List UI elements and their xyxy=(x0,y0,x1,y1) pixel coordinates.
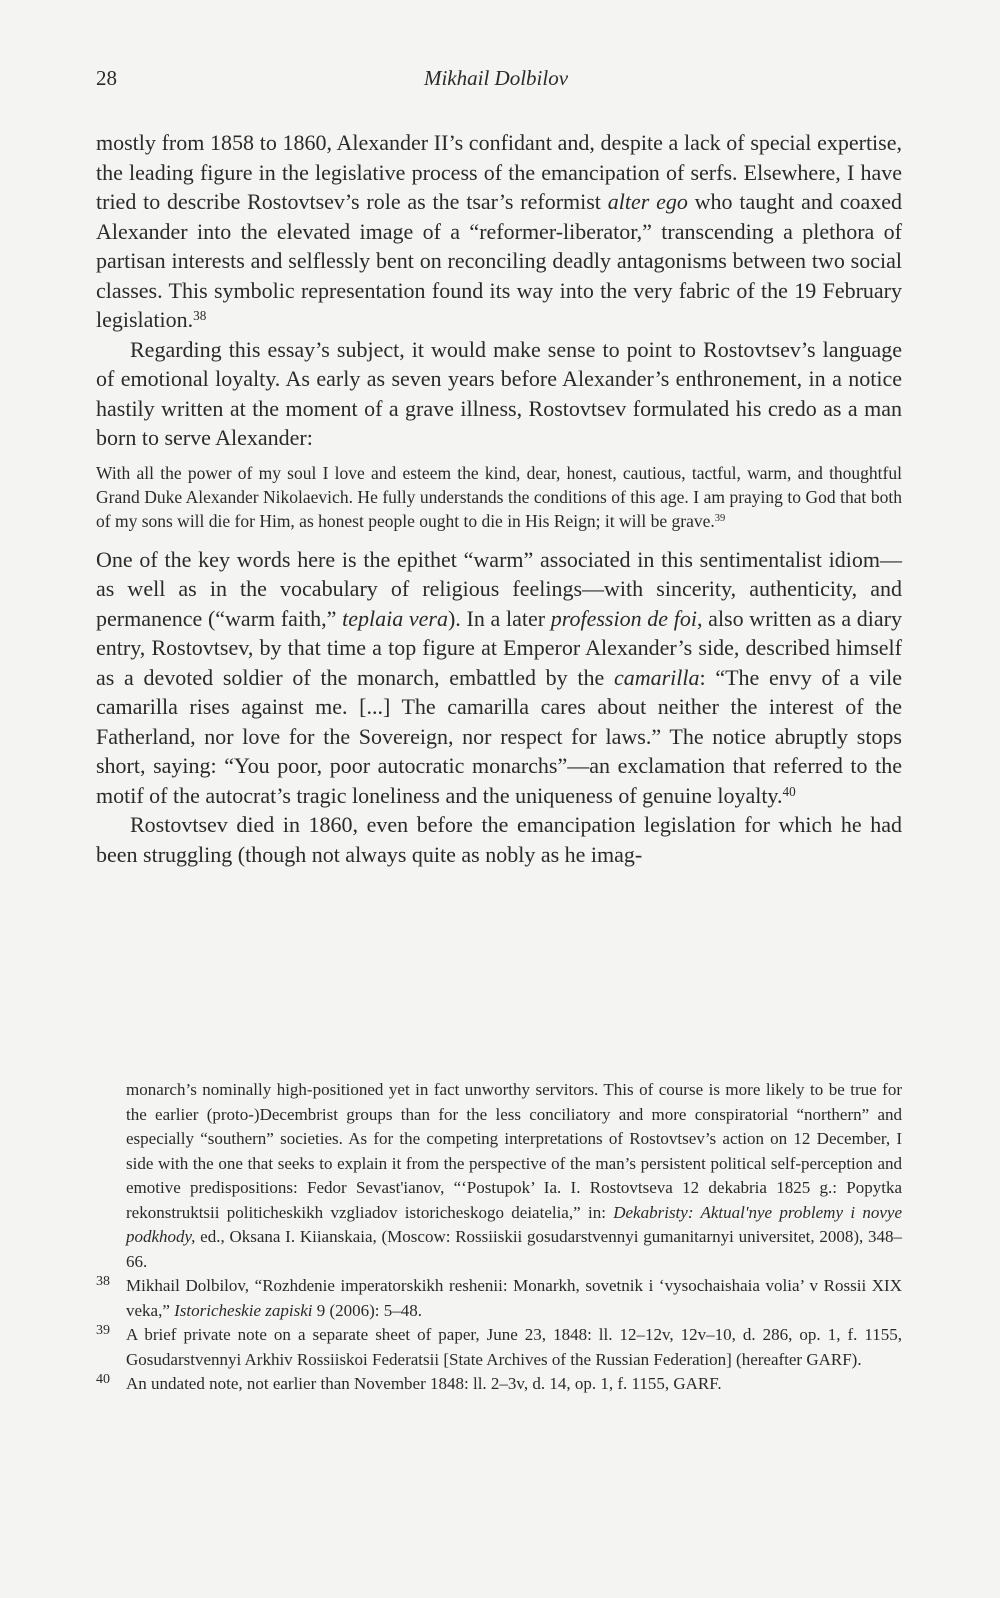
footnote-39 xyxy=(96,1323,902,1372)
footnote-continuation xyxy=(96,1078,902,1274)
italic-term: camarilla xyxy=(613,664,700,690)
italic-title: Dekabristy: Aktual'nye problemy i novye podkhody, xyxy=(126,1202,902,1246)
running-title: Mikhail Dolbilov xyxy=(423,66,569,90)
italic-term: profession de foi xyxy=(550,605,697,631)
footnote-38 xyxy=(96,1274,902,1323)
footnote-text: An undated note, not earlier than November 1848: ll. 2–3v, d. 14, op. 1, f. 1155, GARF. xyxy=(126,1374,722,1393)
footnote-ref-40[interactable]: 40 xyxy=(782,783,796,799)
italic-title: Istoricheskie zapiski xyxy=(174,1300,313,1320)
footnotes xyxy=(96,1078,902,1397)
footnote-ref-38[interactable]: 38 xyxy=(193,307,207,323)
page-number: 28 xyxy=(96,66,117,90)
footnote-text: A brief private note on a separate sheet of paper, June 23, 1848: ll. 12–12v, 12v–10, d. 286, op. 1, f. 1155, Gosudarstvennyi Arkhiv Rossiiskoi Federatsii [State Archives of the Russian Federation] (hereafter GARF). xyxy=(126,1325,902,1369)
paragraph-1 xyxy=(96,128,902,335)
paragraph-2: Regarding this essay’s subject, it would make sense to point to Rostovtsev’s language of emotional loyalty. As early as seven years before Alexander’s enthronement, in a notice hastily written at the moment of a grave illness, Rostovtsev formulated his credo as a man born to serve Alexander: xyxy=(96,336,902,450)
footnote-number: 40 xyxy=(96,1372,110,1387)
italic-term: teplaia vera xyxy=(342,605,448,631)
footnote-number: 38 xyxy=(96,1274,110,1289)
footnote-number: 39 xyxy=(96,1323,110,1338)
italic-term: alter ego xyxy=(607,189,688,214)
paragraph-4: Rostovtsev died in 1860, even before the emancipation legislation for which he had been struggling (though not always quite as nobly as he imag- xyxy=(96,812,902,867)
footnote-text-cont: 9 (2006): 5–48. xyxy=(312,1300,423,1320)
footnote-text: Mikhail Dolbilov, “Rozhdenie imperatorskikh reshenii: Monarkh, sovetnik i ‘vysochaishaia volia’ v Rossii XIX veka,” xyxy=(126,1276,902,1320)
paragraph-1-text-cont: who taught and coaxed Alexander into the elevated image of a “reformer-liberator,” transcending a plethora of partisan interests and selflessly bent on reconciling deadly antagonisms between two social classes. This symbolic representation found its way into the very fabric of the 19 February legislation. xyxy=(96,189,902,332)
footnote-40 xyxy=(96,1372,902,1397)
paragraph-3-text: One of the key words here is the epithet “warm” associated in this sentimentalist idiom—as well as in the vocabulary of religious feelings—with sincerity, authenticity, and permanence (“warm faith,” xyxy=(96,546,902,631)
paragraph-3 xyxy=(96,545,902,811)
footnote-text-cont: ed., Oksana I. Kiianskaia, (Moscow: Rossiiskii gosudarstvennyi gumanitarnyi universitet, 2008), 348–66. xyxy=(126,1227,902,1271)
footnote-ref-39[interactable]: 39 xyxy=(714,512,726,524)
paragraph-1-text: mostly from 1858 to 1860, Alexander II’s confidant and, despite a lack of special expertise, the leading figure in the legislative process of the emancipation of serfs. Elsewhere, I have tried to describe Rostovtsev’s role as the tsar’s reformist xyxy=(96,130,902,214)
paragraph-3-text-cont: : “The envy of a vile camarilla rises against me. [...] The camarilla cares about neither the interest of the Fatherland, nor love for the Sovereign, nor respect for laws.” The notice abruptly stops short, saying: “You poor, poor autocratic monarchs”—an exclamation that referred to the motif of the autocrat’s tragic loneliness and the uniqueness of genuine loyalty. xyxy=(96,664,902,808)
block-quote xyxy=(96,461,902,533)
main-text xyxy=(96,128,902,869)
running-header xyxy=(96,66,896,96)
paragraph-3-text-cont: , also written as a diary entry, Rostovtsev, by that time a top figure at Emperor Alexander’s side, described himself as a devoted soldier of the monarch, embattled by the xyxy=(96,605,902,690)
footnote-text: monarch’s nominally high-positioned yet in fact unworthy servitors. This of course is more likely to be true for the earlier (proto-)Decembrist groups than for the less conciliatory and more conspiratorial “northern” and especially “southern” societies. As for the competing interpretations of Rostovtsev’s action on 12 December, I side with the one that seeks to explain it from the perspective of the man’s persistent political self-perception and emotive predispositions: Fedor Sevast'ianov, “‘Postupok’ Ia. I. Rostovtseva 12 dekabria 1825 g.: Popytka rekonstruktsii politicheskikh vzgliadov istoricheskogo deiatelia,” in: xyxy=(126,1080,902,1222)
paragraph-3-text-cont: ). In a later xyxy=(447,605,551,631)
block-quote-text: With all the power of my soul I love and esteem the kind, dear, honest, cautious, tactful, warm, and thoughtful Grand Duke Alexander Nikolaevich. He fully understands the conditions of this age. I am praying to God that both of my sons will die for Him, as honest people ought to die in His Reign; it will be grave. xyxy=(96,462,902,531)
